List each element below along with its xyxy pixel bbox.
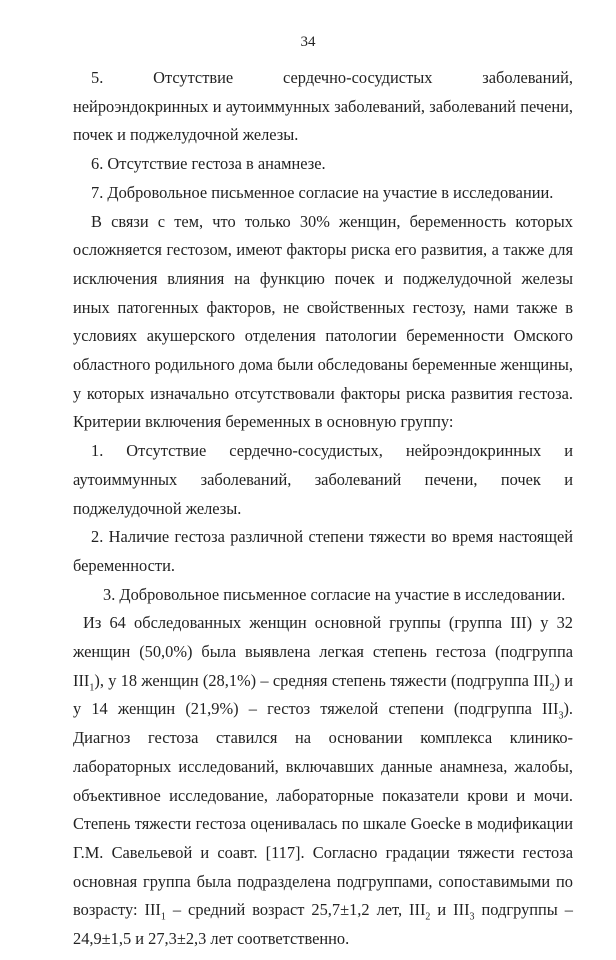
subscript: 1	[160, 911, 166, 923]
subscript: 3	[558, 710, 564, 722]
subscript: 2	[425, 911, 431, 923]
subscript: 1	[89, 682, 95, 694]
text-span: подгруппы – 24,9±1,5 и 27,3±2,3 лет соответственно.	[73, 900, 573, 949]
paragraph-inclusion-3: 3. Добровольное письменное согласие на участие в исследовании.	[103, 584, 566, 604]
text-span: ) и у 14 женщин (21,9%) – гестоз тяжелой степени (подгруппа III	[73, 670, 574, 719]
text-span: Из 64 обследованных женщин основной группы (группа III) у 32 женщин (50,0%) была выявлена легкая степень гестоза (подгруппа III	[73, 613, 573, 690]
subscript: 2	[549, 682, 555, 694]
paragraph-subgroups	[73, 609, 573, 953]
paragraph-criterion-7: 7. Добровольное письменное согласие на участие в исследовании.	[91, 182, 554, 202]
paragraph-criterion-6: 6. Отсутствие гестоза в анамнезе.	[91, 154, 326, 174]
paragraph-criterion-5: 5. Отсутствие сердечно-сосудистых заболеваний, нейроэндокринных и аутоиммунных заболеваний, заболеваний печени, почек и поджелудочной железы.	[73, 68, 573, 145]
text-span: и III	[430, 900, 470, 920]
paragraph-inclusion-2: 2. Наличие гестоза различной степени тяжести во время настоящей беременности.	[73, 527, 573, 575]
text-span: ). Диагноз гестоза ставился на основании комплекса клинико-лабораторных исследований, включавших данные анамнеза, жалобы, объективное исследование, лабораторные показатели крови и мочи. Степень тяжести гестоза оценивалась по шкале Goecke в модификации Г.М. Савельевой и соавт. [117]. Согласно градации тяжести гестоза основная группа была подразделена подгруппами, сопоставимыми по возрасту: III	[73, 699, 573, 920]
page-number: 34	[300, 34, 316, 50]
text-span: – средний возраст 25,7±1,2 лет, III	[165, 900, 426, 920]
paragraph-inclusion-1: 1. Отсутствие сердечно-сосудистых, нейроэндокринных и аутоиммунных заболеваний, заболеваний печени, почек и поджелудочной железы.	[73, 441, 573, 518]
subscript: 3	[469, 911, 475, 923]
paragraph-main-group-rationale: В связи с тем, что только 30% женщин, беременность которых осложняется гестозом, имеют факторы риска его развития, а также для исключения влияния на функцию почек и поджелудочной железы иных патогенных факторов, не свойственных гестозу, нами также в условиях акушерского отделения патологии беременности Омского областного родильного дома были обследованы беременные женщины, у которых изначально отсутствовали факторы риска развития гестоза. Критерии включения беременных в основную группу:	[73, 211, 573, 432]
text-span: ), у 18 женщин (28,1%) – средняя степень тяжести (подгруппа III	[94, 670, 550, 690]
body-text	[73, 64, 573, 954]
